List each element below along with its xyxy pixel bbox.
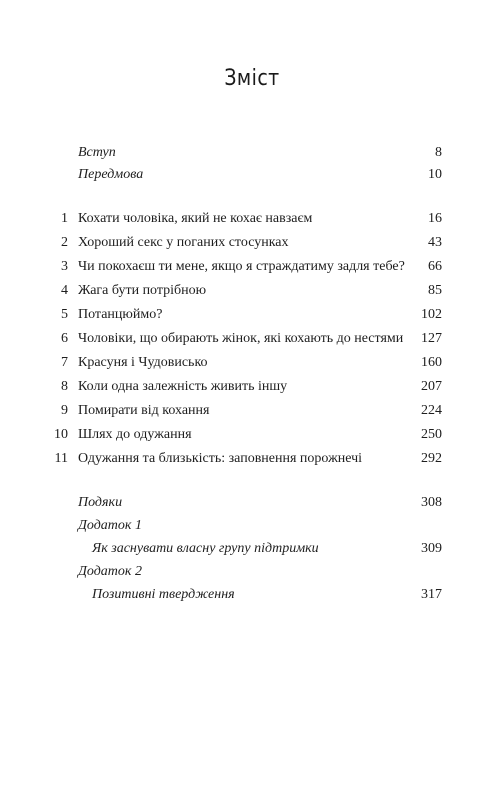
chapter-number: 3 — [61, 259, 68, 274]
chapter-title: Жага бути потрібною — [78, 283, 207, 298]
chapter-number: 9 — [61, 403, 68, 418]
chapter-number: 1 — [61, 211, 68, 226]
toc-chapter-8[interactable] — [0, 377, 504, 397]
chapter-title: Шлях до одужання — [78, 427, 192, 442]
chapter-title: Красуня і Чудовисько — [78, 355, 208, 370]
entry-page: 309 — [421, 541, 442, 556]
entry-label: Позитивні твердження — [92, 587, 235, 602]
chapter-title: Хороший секс у поганих стосунках — [78, 235, 289, 250]
toc-subentry-affirmations[interactable] — [0, 585, 504, 605]
chapter-number: 7 — [61, 355, 68, 370]
entry-page: 10 — [428, 167, 442, 182]
chapter-page: 160 — [421, 355, 442, 370]
chapter-page: 66 — [428, 259, 442, 274]
entry-label: Додаток 2 — [78, 564, 142, 579]
toc-entry-preface[interactable] — [0, 165, 504, 185]
chapter-number: 5 — [61, 307, 68, 322]
chapter-title: Коли одна залежність живить іншу — [78, 379, 288, 394]
entry-page: 308 — [421, 495, 442, 510]
toc-chapter-1[interactable] — [0, 209, 504, 229]
page-title: Зміст — [224, 66, 280, 91]
toc-chapter-2[interactable] — [0, 233, 504, 253]
toc-chapter-7[interactable] — [0, 353, 504, 373]
chapter-title: Одужання та близькість: заповнення порожнечі — [78, 451, 363, 466]
chapter-page: 250 — [421, 427, 442, 442]
toc-chapter-5[interactable] — [0, 305, 504, 325]
chapter-page: 127 — [421, 331, 442, 346]
toc-entry-appendix-1[interactable] — [0, 516, 504, 536]
chapter-number: 6 — [61, 331, 68, 346]
entry-page: 8 — [435, 145, 442, 160]
toc-entry-acknowledgements[interactable] — [0, 493, 504, 513]
entry-label: Передмова — [78, 167, 144, 182]
chapter-number: 11 — [54, 451, 68, 466]
chapter-title: Кохати чоловіка, який не кохає навзаєм — [78, 211, 313, 226]
chapter-number: 8 — [61, 379, 68, 394]
toc-chapter-6[interactable] — [0, 329, 504, 349]
chapter-title: Чоловіки, що обирають жінок, які кохають до нестями — [78, 331, 404, 346]
entry-label: Подяки — [78, 495, 123, 510]
entry-label: Додаток 1 — [78, 518, 142, 533]
chapter-page: 224 — [421, 403, 442, 418]
toc-chapter-9[interactable] — [0, 401, 504, 421]
toc-chapter-3[interactable] — [0, 257, 504, 277]
chapter-page: 207 — [421, 379, 442, 394]
toc-subentry-support-group[interactable] — [0, 539, 504, 559]
chapter-number: 2 — [61, 235, 68, 250]
chapter-number: 10 — [54, 427, 68, 442]
chapter-title: Потанцюймо? — [78, 307, 163, 322]
entry-label: Вступ — [78, 145, 116, 160]
toc-chapter-4[interactable] — [0, 281, 504, 301]
chapter-page: 85 — [428, 283, 442, 298]
chapter-page: 43 — [428, 235, 442, 250]
toc-chapter-11[interactable] — [0, 449, 504, 469]
toc-entry-appendix-2[interactable] — [0, 562, 504, 582]
toc-entry-intro[interactable] — [0, 143, 504, 163]
entry-label: Як заснувати власну групу підтримки — [92, 541, 319, 556]
entry-page: 317 — [421, 587, 442, 602]
chapter-page: 292 — [421, 451, 442, 466]
chapter-page: 102 — [421, 307, 442, 322]
chapter-number: 4 — [61, 283, 68, 298]
chapter-title: Помирати від кохання — [78, 403, 210, 418]
chapter-page: 16 — [428, 211, 442, 226]
toc-chapter-10[interactable] — [0, 425, 504, 445]
chapter-title: Чи покохаєш ти мене, якщо я страждатиму задля тебе? — [78, 259, 405, 274]
